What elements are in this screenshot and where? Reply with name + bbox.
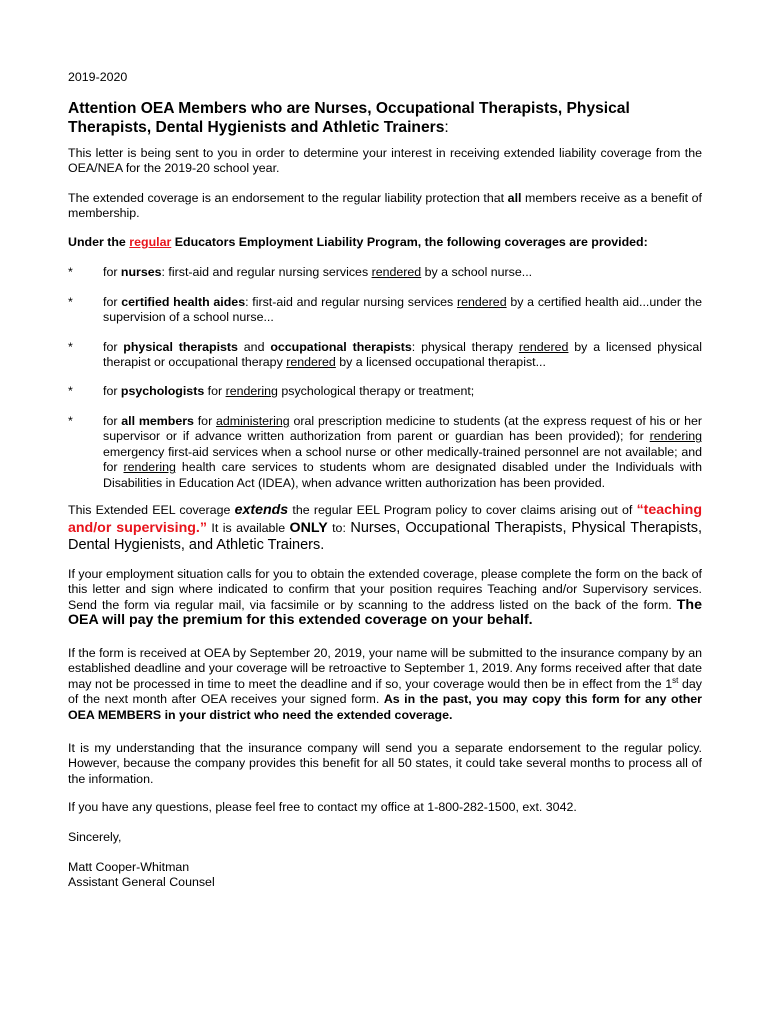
bullet-segment: : first-aid and regular nursing services [245, 295, 457, 309]
teaching-supervising-phrase: “teaching and/or supervising.” [68, 502, 702, 536]
bullet-segment: psychological therapy or treatment; [277, 384, 475, 398]
bullet-bold: psychologists [120, 384, 205, 398]
bullet-segment: emergency first-aid services when a school nurse or other medically-trained personnel are not available; and for [103, 444, 702, 475]
title-text: Attention OEA Members who are Nurses, Occupational Therapists, Physical Therapists, Dental Hygienists and Athletic Trainers [68, 100, 630, 136]
bullet-underline: rendering [649, 429, 702, 444]
premium-statement: The OEA will pay the premium for this extended coverage on your behalf. [68, 596, 702, 629]
bullet-segment: and [237, 340, 271, 354]
bullet-bold: all members [121, 414, 194, 428]
extended-coverage-paragraph [68, 502, 702, 555]
intro-text: This letter is being sent to you in order to determine your interest in receiving extended liability coverage from the OEA/NEA for the 2019-20 school year. [68, 146, 702, 176]
bullet-segment: by a licensed physical therapist or occupational therapy [103, 340, 702, 370]
program-heading [68, 235, 702, 250]
bullet-text [103, 384, 702, 399]
bullet-underline: rendered [371, 265, 422, 279]
bullet-underline: administering [216, 414, 290, 428]
intro-paragraph [68, 146, 702, 177]
employment-paragraph [68, 567, 702, 629]
bullet-segment: oral prescription medicine to students (at the express request of his or her supervisor or if advance written authorization from parent or guardian has been provided); for [103, 414, 702, 444]
bullet-segment: for [103, 340, 124, 354]
ordinal-superscript: st [672, 675, 679, 685]
program-heading-end: Educators Employment Liability Program, the following coverages are provided: [171, 235, 648, 249]
regular-word: regular [129, 235, 172, 249]
eligible-professions: Nurses, Occupational Therapists, Physical Therapists, Dental Hygienists, and Athletic Trainers. [68, 519, 703, 553]
bullet-star: * [68, 295, 73, 309]
letter-title [68, 99, 708, 137]
bullet-underline: rendered [286, 355, 336, 370]
bullet-segment: for [103, 384, 121, 398]
bullet-segment: for [193, 414, 216, 428]
bullet-bold: nurses [120, 265, 162, 279]
endorsement-text-end: members receive as a benefit of membership. [68, 191, 702, 221]
school-year: 2019-2020 [68, 70, 128, 84]
bullet-star: * [68, 384, 73, 398]
only-word: ONLY [289, 519, 328, 536]
bullet-text [103, 295, 702, 326]
bullet-text [103, 265, 702, 280]
endorsement-bold: all [507, 191, 522, 205]
bullet-segment: by a school nurse... [421, 265, 533, 279]
bullet-segment: : physical therapy [411, 340, 519, 354]
endorsement-paragraph [68, 191, 702, 222]
closing: Sincerely, [68, 830, 122, 844]
bullet-star: * [68, 414, 73, 428]
extended-text: the regular EEL Program policy to cover claims arising out of [288, 503, 637, 517]
signature-name: Matt Cooper-Whitman [68, 860, 190, 874]
signature-role: Assistant General Counsel [68, 875, 215, 889]
bullet-segment: for [103, 265, 121, 279]
copy-form-statement: As in the past, you may copy this form for any other OEA MEMBERS in your district who need the extended coverage. [68, 692, 702, 722]
extended-text: It is available [206, 520, 290, 535]
bullet-bold: certified health aides [121, 295, 246, 309]
bullet-bold: physical therapists [123, 340, 238, 354]
program-heading-start: Under the [68, 235, 130, 249]
extends-word: extends [234, 502, 289, 518]
employment-text: If your employment situation calls for you to obtain the extended coverage, please complete the form on the back of this letter and sign where indicated to confirm that your position requires Teaching and/or Supervisory services. Send the form via regular mail, via facsimile or by scanning to the address listed on the back of the form. [68, 567, 702, 612]
understanding-paragraph: It is my understanding that the insurance company will send you a separate endorsement to the regular policy. However, because the company provides this benefit for all 50 states, it could take several months to process all of the information. [68, 741, 702, 786]
deadline-paragraph [68, 646, 702, 723]
bullet-star: * [68, 340, 73, 354]
bullet-segment: for [204, 384, 226, 398]
deadline-text: day of the next month after OEA receives your signed form. [68, 676, 702, 707]
bullet-segment: for [103, 295, 122, 309]
bullet-segment: health care services to students whom are designated disabled under the Individuals with Disabilities in Education Act (IDEA), when advance written authorization has been provided. [103, 460, 702, 490]
bullet-underline: rendered [456, 295, 507, 309]
bullet-underline: rendered [518, 340, 569, 354]
extended-text: This Extended EEL coverage [68, 503, 235, 517]
bullet-text [103, 414, 702, 491]
bullet-text [103, 340, 702, 371]
bullet-underline: rendering [225, 384, 278, 398]
extended-text: to: [327, 520, 351, 535]
bullet-underline: rendering [123, 460, 176, 475]
bullet-segment: by a certified health aid...under the supervision of a school nurse... [103, 295, 702, 325]
deadline-text: If the form is received at OEA by September 20, 2019, your name will be submitted to the insurance company by an established deadline and your coverage will be retroactive to September 1, 2019. Any forms received after that date may not be processed in time to meet the deadline and if so, your coverage would then be in effect from the 1 [68, 646, 702, 691]
questions-paragraph: If you have any questions, please feel free to contact my office at 1-800-282-1500, ext. 3042. [68, 800, 577, 814]
bullet-segment: by a licensed occupational therapist... [335, 355, 546, 370]
bullet-segment: : first-aid and regular nursing services [161, 265, 372, 279]
bullet-star: * [68, 265, 73, 279]
title-colon: : [444, 119, 449, 136]
bullet-segment: for [103, 414, 122, 428]
bullet-bold: occupational therapists [270, 340, 412, 354]
endorsement-text: The extended coverage is an endorsement to the regular liability protection that [68, 191, 508, 205]
